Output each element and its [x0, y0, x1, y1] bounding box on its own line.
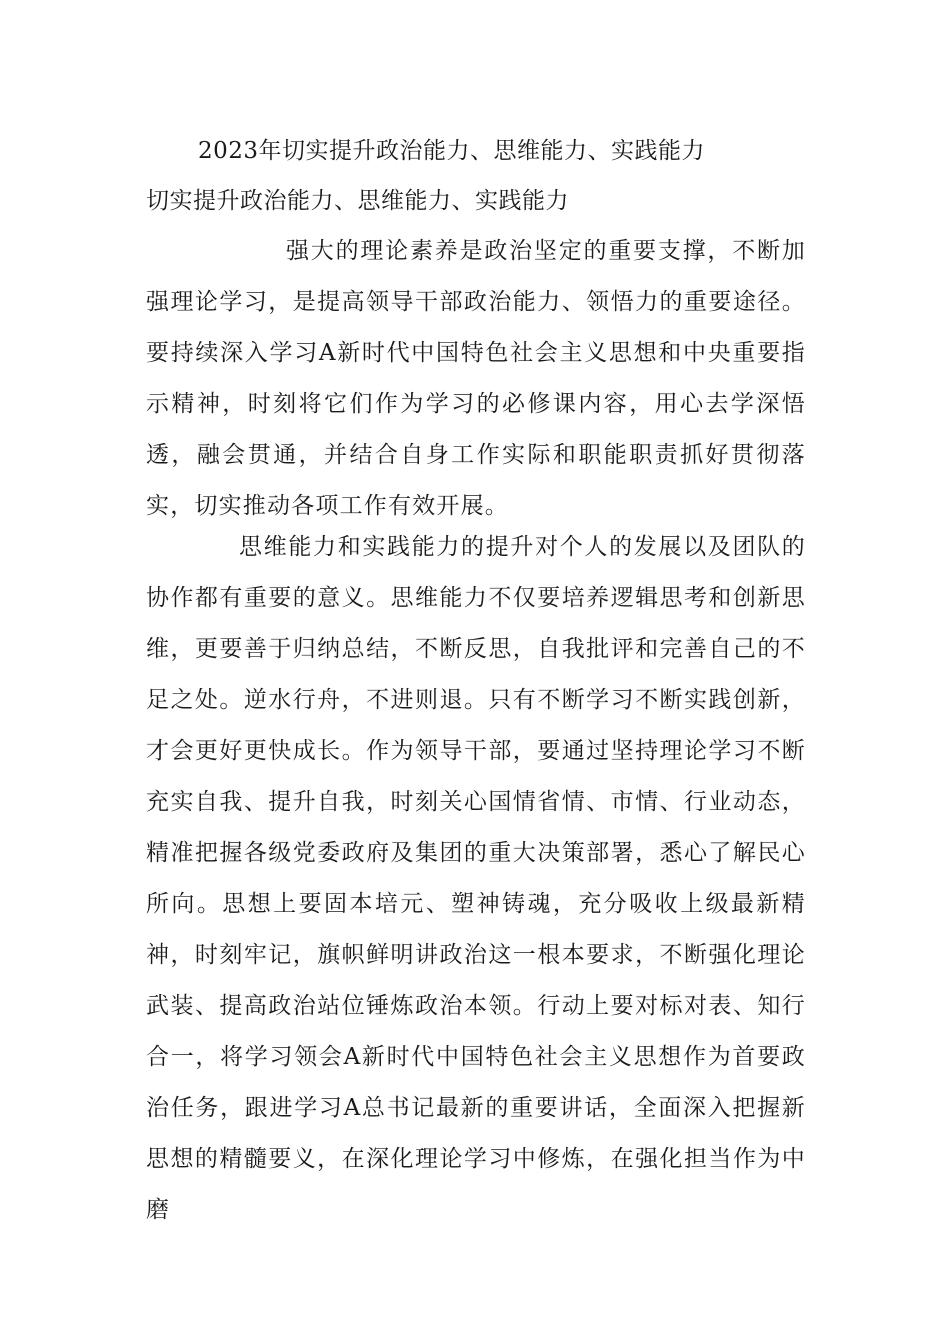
paragraph-thinking-practice: 思维能力和实践能力的提升对个人的发展以及团队的协作都有重要的意义。思维能力不仅要培养逻辑思考和创新思维，更要善于归纳总结，不断反思，自我批评和完善自己的不足之处。逆水行舟，不进则退。只有不断学习不断实践创新，才会更好更快成长。作为领导干部，要通过坚持理论学习不断充实自我、提升自我，时刻关心国情省情、市情、行业动态，精准把握各级党委政府及集团的重大决策部署，悉心了解民心所向。思想上要固本培元、塑神铸魂，充分吸收上级最新精神，时刻牢记，旗帜鲜明讲政治这一根本要求，不断强化理论武装、提高政治站位锤炼政治本领。行动上要对标对表、知行合一，将学习领会A新时代中国特色社会主义思想作为首要政治任务，跟进学习A总书记最新的重要讲话，全面深入把握新思想的精髓要义，在深化理论学习中修炼，在强化担当作为中磨	[146, 534, 806, 1223]
document-subtitle: 切实提升政治能力、思维能力、实践能力	[146, 188, 569, 214]
document-title: 2023年切实提升政治能力、思维能力、实践能力	[198, 138, 706, 164]
paragraph-theory-study: 强大的理论素养是政治坚定的重要支撑，不断加强理论学习，是提高领导干部政治能力、领悟力的重要途径。要持续深入学习A新时代中国特色社会主义思想和中央重要指示精神，时刻将它们作为学习的必修课内容，用心去学深悟透，融会贯通，并结合自身工作实际和职能职责抓好贯彻落实，切实推动各项工作有效开展。	[146, 238, 806, 519]
